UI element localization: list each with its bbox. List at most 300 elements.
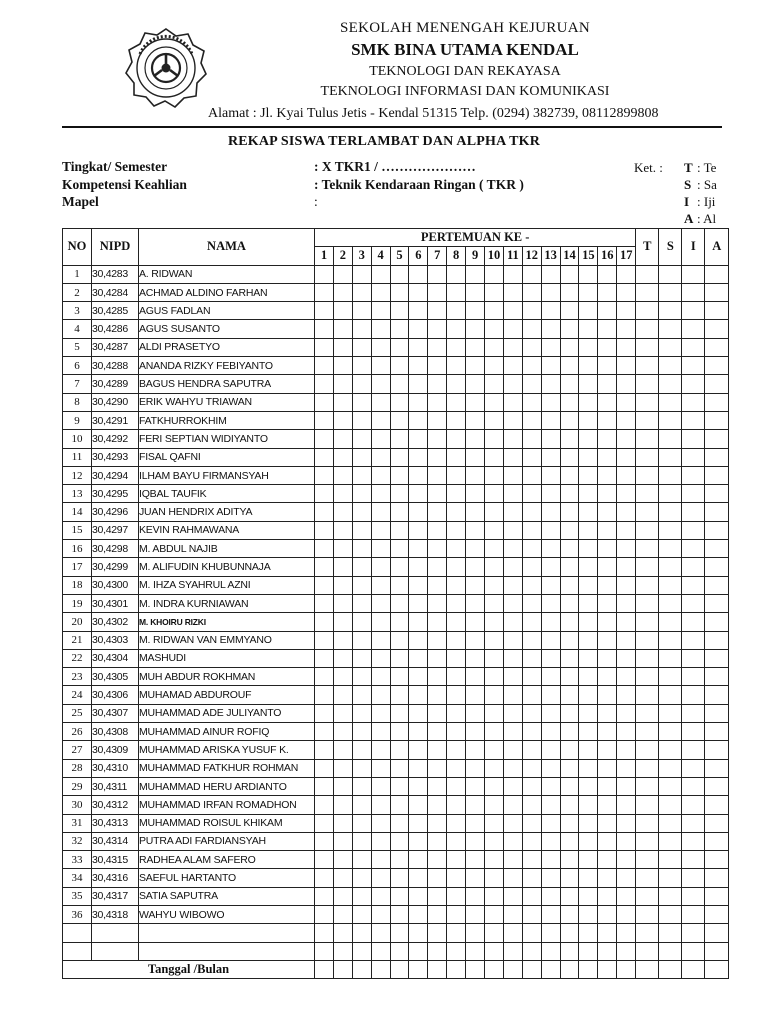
school-field: TEKNOLOGI DAN REKAYASA xyxy=(369,64,561,79)
attendance-cell xyxy=(315,265,334,283)
attendance-cell xyxy=(447,320,466,338)
attendance-cell xyxy=(541,869,560,887)
attendance-cell xyxy=(333,302,352,320)
attendance-cell xyxy=(705,741,729,759)
attendance-cell xyxy=(541,283,560,301)
attendance-cell xyxy=(682,796,705,814)
attendance-cell xyxy=(617,448,636,466)
attendance-cell xyxy=(485,338,504,356)
attendance-cell xyxy=(333,594,352,612)
attendance-cell xyxy=(485,503,504,521)
attendance-cell xyxy=(485,924,504,942)
attendance-cell xyxy=(333,759,352,777)
mapel-value: : xyxy=(314,194,318,209)
attendance-cell xyxy=(541,814,560,832)
attendance-cell xyxy=(636,704,659,722)
attendance-cell xyxy=(409,540,428,558)
attendance-cell xyxy=(485,521,504,539)
attendance-cell xyxy=(390,540,409,558)
attendance-cell xyxy=(541,613,560,631)
attendance-cell xyxy=(466,558,485,576)
attendance-cell xyxy=(579,887,598,905)
attendance-cell xyxy=(598,594,617,612)
attendance-cell xyxy=(617,741,636,759)
attendance-cell xyxy=(352,942,371,960)
attendance-cell xyxy=(333,686,352,704)
attendance-cell xyxy=(705,649,729,667)
attendance-cell xyxy=(485,320,504,338)
student-nipd: 30,4291 xyxy=(92,411,139,429)
attendance-cell xyxy=(522,613,541,631)
attendance-cell xyxy=(659,924,682,942)
attendance-cell xyxy=(371,594,390,612)
attendance-cell xyxy=(560,832,579,850)
attendance-cell xyxy=(390,723,409,741)
attendance-cell xyxy=(579,942,598,960)
attendance-cell xyxy=(428,942,447,960)
student-no: 31 xyxy=(63,814,92,832)
student-nama: MUHAMMAD ARISKA YUSUF K. xyxy=(139,741,315,759)
attendance-cell xyxy=(466,631,485,649)
attendance-cell xyxy=(315,393,334,411)
attendance-cell xyxy=(409,320,428,338)
student-nipd: 30,4300 xyxy=(92,576,139,594)
attendance-cell xyxy=(617,576,636,594)
date-row xyxy=(63,960,729,978)
table-row xyxy=(63,393,729,411)
attendance-cell xyxy=(371,265,390,283)
attendance-cell xyxy=(705,942,729,960)
attendance-cell xyxy=(466,338,485,356)
attendance-cell xyxy=(333,796,352,814)
attendance-cell xyxy=(682,741,705,759)
attendance-cell xyxy=(333,485,352,503)
attendance-cell xyxy=(503,668,522,686)
attendance-cell xyxy=(617,540,636,558)
attendance-cell xyxy=(371,375,390,393)
student-nama: MUHAMMAD ROISUL KHIKAM xyxy=(139,814,315,832)
col-header-i: I xyxy=(682,229,705,266)
student-nama: ANANDA RIZKY FEBIYANTO xyxy=(139,357,315,375)
attendance-cell xyxy=(636,741,659,759)
attendance-cell xyxy=(682,631,705,649)
attendance-cell xyxy=(315,686,334,704)
attendance-cell xyxy=(409,631,428,649)
attendance-cell xyxy=(598,686,617,704)
table-row xyxy=(63,631,729,649)
attendance-cell xyxy=(503,777,522,795)
attendance-cell xyxy=(447,942,466,960)
attendance-cell xyxy=(409,668,428,686)
attendance-cell xyxy=(371,631,390,649)
attendance-cell xyxy=(682,503,705,521)
attendance-cell xyxy=(503,942,522,960)
attendance-cell xyxy=(371,796,390,814)
attendance-cell xyxy=(705,759,729,777)
attendance-cell xyxy=(447,741,466,759)
table-row xyxy=(63,905,729,923)
attendance-cell xyxy=(466,723,485,741)
attendance-cell xyxy=(390,704,409,722)
attendance-cell xyxy=(503,832,522,850)
attendance-cell xyxy=(503,375,522,393)
attendance-cell xyxy=(485,759,504,777)
attendance-cell xyxy=(659,759,682,777)
attendance-cell xyxy=(428,265,447,283)
attendance-cell xyxy=(371,302,390,320)
attendance-cell xyxy=(522,375,541,393)
date-cell xyxy=(315,960,334,978)
attendance-cell xyxy=(466,869,485,887)
attendance-cell xyxy=(390,649,409,667)
attendance-cell xyxy=(598,485,617,503)
attendance-cell xyxy=(466,759,485,777)
student-no: 15 xyxy=(63,521,92,539)
attendance-cell xyxy=(352,851,371,869)
attendance-cell xyxy=(541,887,560,905)
student-nama: ILHAM BAYU FIRMANSYAH xyxy=(139,466,315,484)
attendance-cell xyxy=(503,814,522,832)
attendance-cell xyxy=(428,704,447,722)
attendance-cell xyxy=(466,924,485,942)
attendance-cell xyxy=(705,814,729,832)
attendance-cell xyxy=(466,905,485,923)
student-nipd: 30,4292 xyxy=(92,430,139,448)
attendance-cell xyxy=(447,924,466,942)
attendance-cell xyxy=(659,430,682,448)
student-nipd: 30,4307 xyxy=(92,704,139,722)
attendance-cell xyxy=(466,320,485,338)
attendance-cell xyxy=(598,466,617,484)
attendance-cell xyxy=(560,576,579,594)
attendance-cell xyxy=(560,338,579,356)
attendance-cell xyxy=(617,466,636,484)
attendance-cell xyxy=(659,814,682,832)
attendance-cell xyxy=(447,887,466,905)
attendance-cell xyxy=(409,723,428,741)
date-cell xyxy=(541,960,560,978)
attendance-cell xyxy=(541,686,560,704)
attendance-cell xyxy=(333,558,352,576)
attendance-cell xyxy=(371,283,390,301)
attendance-cell xyxy=(659,503,682,521)
attendance-cell xyxy=(333,649,352,667)
attendance-cell xyxy=(352,649,371,667)
student-no: 32 xyxy=(63,832,92,850)
blank-cell xyxy=(63,924,92,942)
attendance-cell xyxy=(447,723,466,741)
attendance-cell xyxy=(371,869,390,887)
attendance-cell xyxy=(636,357,659,375)
student-nipd: 30,4311 xyxy=(92,777,139,795)
attendance-cell xyxy=(428,613,447,631)
attendance-cell xyxy=(409,832,428,850)
attendance-cell xyxy=(315,649,334,667)
date-cell xyxy=(682,960,705,978)
attendance-cell xyxy=(390,283,409,301)
attendance-cell xyxy=(617,704,636,722)
attendance-cell xyxy=(617,887,636,905)
attendance-cell xyxy=(333,924,352,942)
date-month-label: Tanggal /Bulan xyxy=(63,960,315,978)
student-no: 36 xyxy=(63,905,92,923)
attendance-cell xyxy=(485,723,504,741)
attendance-cell xyxy=(541,649,560,667)
attendance-cell xyxy=(682,924,705,942)
table-row xyxy=(63,283,729,301)
attendance-cell xyxy=(503,649,522,667)
ket-label: Ket. : xyxy=(634,160,663,175)
attendance-cell xyxy=(598,777,617,795)
attendance-cell xyxy=(617,759,636,777)
attendance-cell xyxy=(371,448,390,466)
attendance-cell xyxy=(705,869,729,887)
attendance-cell xyxy=(466,777,485,795)
attendance-cell xyxy=(333,466,352,484)
attendance-cell xyxy=(352,393,371,411)
attendance-cell xyxy=(636,521,659,539)
attendance-cell xyxy=(352,283,371,301)
attendance-cell xyxy=(333,869,352,887)
attendance-cell xyxy=(503,265,522,283)
attendance-cell xyxy=(333,265,352,283)
attendance-cell xyxy=(636,723,659,741)
attendance-cell xyxy=(503,796,522,814)
student-no: 16 xyxy=(63,540,92,558)
student-nipd: 30,4286 xyxy=(92,320,139,338)
student-nama: ERIK WAHYU TRIAWAN xyxy=(139,393,315,411)
attendance-cell xyxy=(636,576,659,594)
student-no: 22 xyxy=(63,649,92,667)
student-nipd: 30,4315 xyxy=(92,851,139,869)
meeting-number-4: 4 xyxy=(371,247,390,265)
date-cell xyxy=(617,960,636,978)
attendance-cell xyxy=(315,576,334,594)
date-cell xyxy=(560,960,579,978)
student-no: 27 xyxy=(63,741,92,759)
attendance-cell xyxy=(682,430,705,448)
attendance-cell xyxy=(333,357,352,375)
ket-code-t: T xyxy=(684,160,693,175)
student-no: 17 xyxy=(63,558,92,576)
attendance-cell xyxy=(636,503,659,521)
attendance-cell xyxy=(315,905,334,923)
attendance-cell xyxy=(333,851,352,869)
attendance-cell xyxy=(371,686,390,704)
attendance-cell xyxy=(485,741,504,759)
attendance-cell xyxy=(636,338,659,356)
blank-row xyxy=(63,942,729,960)
attendance-cell xyxy=(428,594,447,612)
attendance-cell xyxy=(315,430,334,448)
attendance-cell xyxy=(541,723,560,741)
table-row xyxy=(63,540,729,558)
attendance-cell xyxy=(503,540,522,558)
meeting-number-11: 11 xyxy=(503,247,522,265)
attendance-cell xyxy=(485,430,504,448)
attendance-cell xyxy=(541,777,560,795)
attendance-cell xyxy=(560,594,579,612)
attendance-cell xyxy=(617,649,636,667)
attendance-cell xyxy=(598,905,617,923)
table-row xyxy=(63,723,729,741)
attendance-cell xyxy=(485,375,504,393)
mapel-label: Mapel xyxy=(62,194,99,209)
student-no: 12 xyxy=(63,466,92,484)
attendance-cell xyxy=(333,540,352,558)
attendance-cell xyxy=(466,887,485,905)
table-row xyxy=(63,686,729,704)
attendance-cell xyxy=(352,924,371,942)
attendance-cell xyxy=(503,302,522,320)
attendance-cell xyxy=(579,851,598,869)
attendance-cell xyxy=(390,869,409,887)
attendance-cell xyxy=(466,357,485,375)
meeting-number-13: 13 xyxy=(541,247,560,265)
attendance-cell xyxy=(598,430,617,448)
date-cell xyxy=(485,960,504,978)
attendance-cell xyxy=(598,741,617,759)
student-no: 8 xyxy=(63,393,92,411)
attendance-cell xyxy=(371,503,390,521)
attendance-cell xyxy=(541,485,560,503)
attendance-cell xyxy=(390,320,409,338)
attendance-cell xyxy=(409,887,428,905)
attendance-cell xyxy=(485,649,504,667)
attendance-cell xyxy=(560,796,579,814)
attendance-cell xyxy=(409,265,428,283)
student-nama: FATKHURROKHIM xyxy=(139,411,315,429)
attendance-cell xyxy=(466,851,485,869)
student-nipd: 30,4290 xyxy=(92,393,139,411)
attendance-cell xyxy=(409,357,428,375)
attendance-cell xyxy=(598,723,617,741)
attendance-cell xyxy=(579,521,598,539)
attendance-cell xyxy=(428,741,447,759)
attendance-cell xyxy=(352,485,371,503)
attendance-cell xyxy=(682,320,705,338)
attendance-cell xyxy=(352,521,371,539)
attendance-cell xyxy=(333,448,352,466)
ket-text-i: : Iji xyxy=(697,194,716,209)
attendance-cell xyxy=(659,723,682,741)
attendance-cell xyxy=(447,265,466,283)
attendance-cell xyxy=(659,485,682,503)
attendance-cell xyxy=(560,777,579,795)
attendance-cell xyxy=(579,686,598,704)
attendance-cell xyxy=(352,668,371,686)
attendance-cell xyxy=(617,485,636,503)
attendance-cell xyxy=(659,631,682,649)
meeting-number-14: 14 xyxy=(560,247,579,265)
attendance-cell xyxy=(371,393,390,411)
attendance-cell xyxy=(617,613,636,631)
attendance-cell xyxy=(579,814,598,832)
attendance-cell xyxy=(485,485,504,503)
attendance-cell xyxy=(409,448,428,466)
attendance-cell xyxy=(371,430,390,448)
attendance-cell xyxy=(333,723,352,741)
student-nama: PUTRA ADI FARDIANSYAH xyxy=(139,832,315,850)
attendance-cell xyxy=(682,485,705,503)
attendance-cell xyxy=(598,613,617,631)
attendance-cell xyxy=(560,686,579,704)
table-row xyxy=(63,411,729,429)
date-cell xyxy=(636,960,659,978)
student-nama: FISAL QAFNI xyxy=(139,448,315,466)
attendance-cell xyxy=(428,924,447,942)
attendance-cell xyxy=(315,869,334,887)
student-nipd: 30,4303 xyxy=(92,631,139,649)
attendance-cell xyxy=(522,631,541,649)
attendance-cell xyxy=(636,283,659,301)
attendance-cell xyxy=(428,448,447,466)
attendance-cell xyxy=(503,741,522,759)
attendance-cell xyxy=(315,503,334,521)
attendance-cell xyxy=(682,466,705,484)
attendance-cell xyxy=(682,338,705,356)
attendance-cell xyxy=(428,869,447,887)
attendance-cell xyxy=(617,338,636,356)
attendance-cell xyxy=(503,558,522,576)
attendance-cell xyxy=(466,265,485,283)
attendance-cell xyxy=(705,521,729,539)
attendance-cell xyxy=(598,814,617,832)
attendance-cell xyxy=(659,686,682,704)
attendance-cell xyxy=(617,631,636,649)
attendance-cell xyxy=(560,393,579,411)
attendance-cell xyxy=(705,503,729,521)
attendance-cell xyxy=(682,905,705,923)
attendance-cell xyxy=(682,814,705,832)
school-type: SEKOLAH MENENGAH KEJURUAN xyxy=(340,20,590,36)
attendance-cell xyxy=(579,485,598,503)
attendance-cell xyxy=(705,594,729,612)
student-no: 34 xyxy=(63,869,92,887)
attendance-cell xyxy=(315,631,334,649)
attendance-cell xyxy=(522,466,541,484)
attendance-cell xyxy=(409,851,428,869)
attendance-cell xyxy=(447,448,466,466)
attendance-cell xyxy=(598,393,617,411)
date-cell xyxy=(333,960,352,978)
attendance-cell xyxy=(466,668,485,686)
attendance-cell xyxy=(333,375,352,393)
attendance-cell xyxy=(428,777,447,795)
attendance-cell xyxy=(522,283,541,301)
attendance-cell xyxy=(541,942,560,960)
attendance-cell xyxy=(522,832,541,850)
attendance-cell xyxy=(636,320,659,338)
attendance-cell xyxy=(541,631,560,649)
attendance-cell xyxy=(659,594,682,612)
attendance-cell xyxy=(579,905,598,923)
attendance-cell xyxy=(541,357,560,375)
table-row xyxy=(63,302,729,320)
student-nama: MUHAMAD ABDUROUF xyxy=(139,686,315,704)
attendance-cell xyxy=(428,540,447,558)
attendance-cell xyxy=(352,777,371,795)
attendance-cell xyxy=(617,723,636,741)
attendance-cell xyxy=(352,759,371,777)
attendance-cell xyxy=(315,594,334,612)
table-row xyxy=(63,668,729,686)
attendance-cell xyxy=(541,320,560,338)
attendance-cell xyxy=(636,668,659,686)
attendance-cell xyxy=(390,759,409,777)
attendance-cell xyxy=(705,357,729,375)
table-row xyxy=(63,558,729,576)
